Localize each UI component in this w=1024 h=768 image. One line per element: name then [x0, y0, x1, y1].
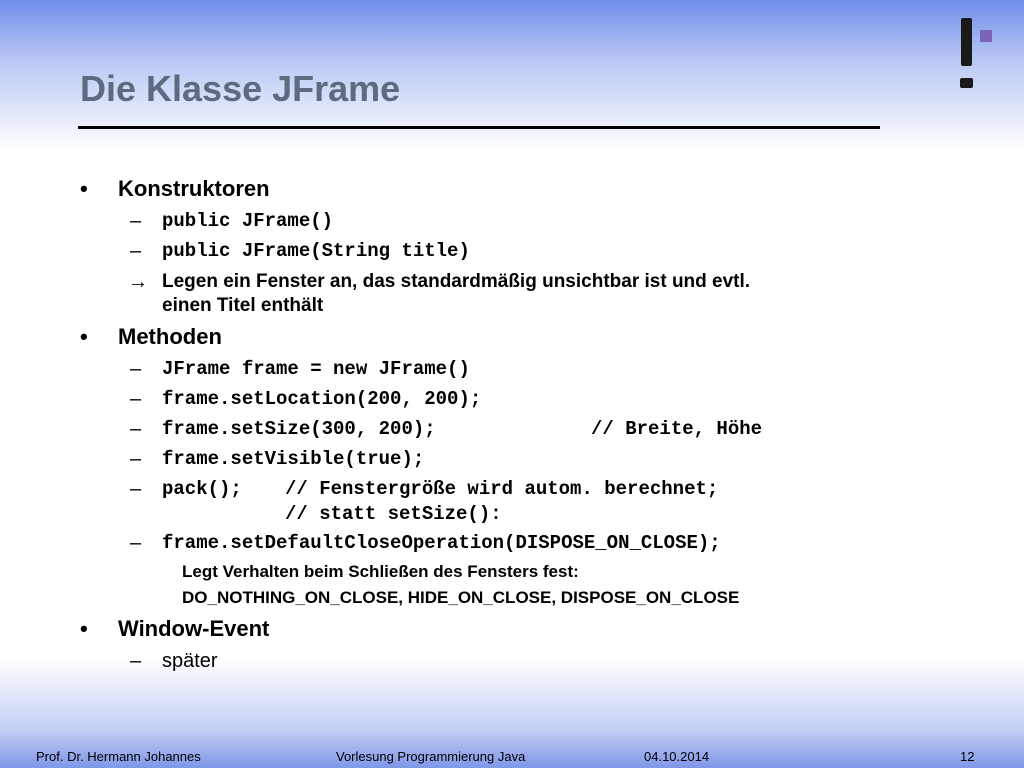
- footer-page-number: 12: [960, 749, 975, 764]
- footer-author: Prof. Dr. Hermann Johannes: [36, 749, 201, 764]
- constructor-note-line1: Legen ein Fenster an, das standardmäßig unsichtbar ist und evtl.: [162, 271, 751, 292]
- window-event-item: [130, 650, 218, 673]
- constructor-note-continued: [162, 295, 323, 317]
- bullet-methoden: [80, 324, 222, 350]
- heading-window-event: Window-Event: [118, 616, 270, 641]
- heading-konstruktoren: Konstruktoren: [118, 176, 270, 201]
- method-item: [130, 532, 721, 554]
- constructor-item: [130, 210, 334, 232]
- bullet-konstruktoren: [80, 176, 270, 202]
- constructor-note-line2: einen Titel enthält: [162, 295, 324, 316]
- constructor-code: public JFrame(String title): [162, 240, 470, 262]
- constructor-item: [130, 240, 470, 262]
- slide-title: Die Klasse JFrame: [80, 68, 401, 109]
- method-code: frame.setVisible(true);: [162, 448, 425, 470]
- method-item: [130, 448, 425, 470]
- dash-icon: –: [130, 358, 142, 380]
- bullet-icon: •: [80, 324, 88, 349]
- dash-icon: –: [130, 210, 142, 232]
- dash-icon: –: [130, 478, 142, 500]
- method-item: [130, 358, 470, 380]
- dash-icon: –: [130, 650, 142, 672]
- method-code: JFrame frame = new JFrame(): [162, 358, 470, 380]
- window-event-text: später: [162, 650, 218, 672]
- setsize-comment: // Breite, Höhe: [591, 418, 763, 440]
- dash-icon: –: [130, 418, 142, 440]
- dash-icon: –: [130, 240, 142, 262]
- footer-course: Vorlesung Programmierung Java: [336, 749, 526, 764]
- constructor-note: [128, 271, 751, 293]
- method-code: frame.setSize(300, 200);: [162, 418, 436, 440]
- constructor-code: public JFrame(): [162, 210, 334, 232]
- bullet-icon: •: [80, 176, 88, 201]
- pack-comment-line2: // statt setSize():: [285, 503, 502, 525]
- heading-methoden: Methoden: [118, 324, 222, 349]
- arrow-right-icon: →: [128, 271, 148, 293]
- bullet-icon: •: [80, 616, 88, 641]
- method-item: [130, 418, 436, 440]
- method-item: [130, 388, 482, 410]
- method-code: frame.setLocation(200, 200);: [162, 388, 482, 410]
- dash-icon: –: [130, 448, 142, 470]
- close-note-line2: DO_NOTHING_ON_CLOSE, HIDE_ON_CLOSE, DISPOSE_ON_CLOSE: [182, 588, 740, 607]
- method-code: frame.setDefaultCloseOperation(DISPOSE_ON_CLOSE);: [162, 532, 721, 554]
- method-item: [130, 478, 242, 500]
- close-note-line1: Legt Verhalten beim Schließen des Fensters fest:: [182, 562, 579, 581]
- dash-icon: –: [130, 532, 142, 554]
- footer-date: 04.10.2014: [644, 749, 710, 764]
- pack-comment-line1: // Fenstergröße wird autom. berechnet;: [285, 478, 719, 500]
- bullet-window-event: [80, 616, 270, 642]
- method-code: pack();: [162, 478, 242, 500]
- dash-icon: –: [130, 388, 142, 410]
